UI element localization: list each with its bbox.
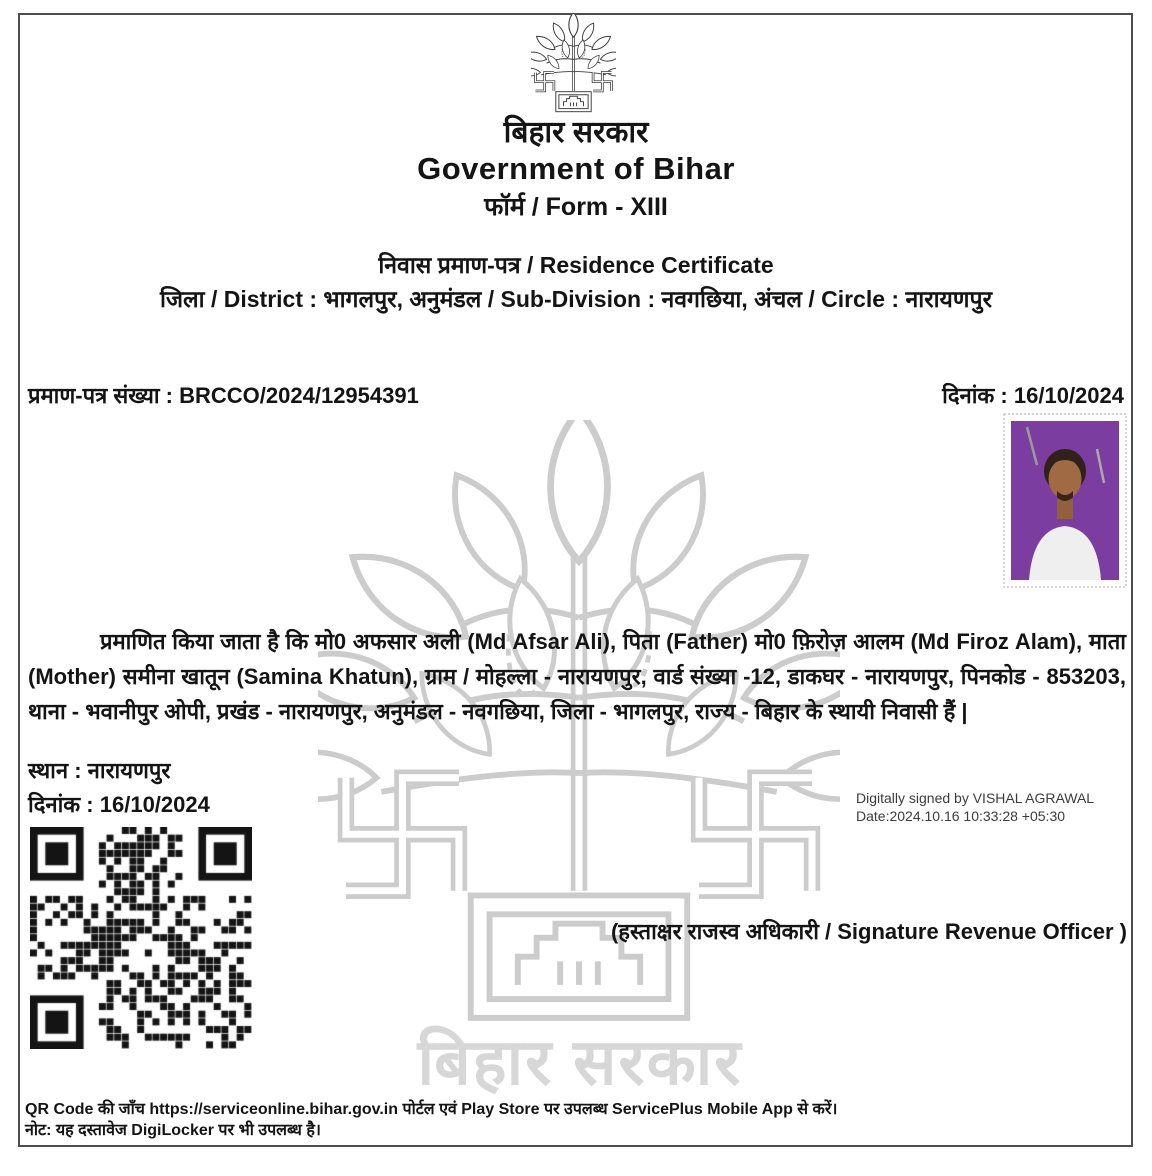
place-label: स्थान : xyxy=(28,758,82,783)
footer-qr-verification-note: QR Code की जाँच https://serviceonline.bihar.gov.in पोर्टल एवं Play Store पर उपलब्ध ServicePlus Mobile App से करें। xyxy=(25,1101,838,1118)
applicant-photo xyxy=(1003,413,1127,588)
certificate-number-line xyxy=(28,380,419,410)
certificate-number-value: BRCCO/2024/12954391 xyxy=(179,383,419,408)
footer-notes xyxy=(25,1099,1115,1141)
digital-signature-date: Date:2024.10.16 10:33:28 +05:30 xyxy=(856,808,1066,824)
place-line xyxy=(28,754,210,788)
digital-signature-block xyxy=(856,789,1094,825)
district-subdivision-circle-line: जिला / District : भागलपुर, अनुमंडल / Sub-Division : नवगछिया, अंचल / Circle : नारायणपुर xyxy=(160,286,992,312)
bihar-government-logo-icon xyxy=(531,14,616,114)
certificate-date-label: दिनांक : xyxy=(942,383,1008,408)
revenue-officer-signature-line: (हस्ताक्षर राजस्व अधिकारी / Signature Revenue Officer ) xyxy=(610,919,1127,944)
issue-date-value: 16/10/2024 xyxy=(99,792,210,817)
watermark-text: बिहार सरकार xyxy=(417,1026,743,1098)
form-number: फॉर्म / Form - XIII xyxy=(484,193,668,221)
certificate-title: निवास प्रमाण-पत्र / Residence Certificate xyxy=(378,252,774,278)
place-value: नारायणपुर xyxy=(87,758,171,783)
certificate-body-paragraph: प्रमाणित किया जाता है कि मो0 अफसार अली (Md Afsar Ali), पिता (Father) मो0 फ़िरोज़ आलम (Md Firoz Alam), माता (Mother) समीना खातून (Samina Khatun), ग्राम / मोहल्ला - नारायणपुर, वार्ड संख्या -12, डाकघर - नारायणपुर, पिनकोड - 853203, थाना - भवानीपुर ओपी, प्रखंड - नारायणपुर, अनुमंडल - नवगछिया, जिला - भागलपुर, राज्य - बिहार के स्थायी निवासी हैं | xyxy=(28,629,1126,724)
org-name-english: Government of Bihar xyxy=(417,151,735,186)
digital-signature-signer: Digitally signed by VISHAL AGRAWAL xyxy=(856,790,1095,806)
org-name-hindi: बिहार सरकार xyxy=(503,116,649,149)
certificate-date-line xyxy=(942,380,1124,410)
footer-digilocker-note: नोट: यह दस्तावेज DigiLocker पर भी उपलब्ध है। xyxy=(25,1122,321,1139)
certificate-date-value: 16/10/2024 xyxy=(1013,383,1124,408)
qr-code xyxy=(30,827,252,1049)
issue-date-line xyxy=(28,788,210,822)
certificate-number-label: प्रमाण-पत्र संख्या : xyxy=(28,383,173,408)
issue-date-label: दिनांक : xyxy=(28,792,94,817)
place-date-block xyxy=(28,754,210,822)
